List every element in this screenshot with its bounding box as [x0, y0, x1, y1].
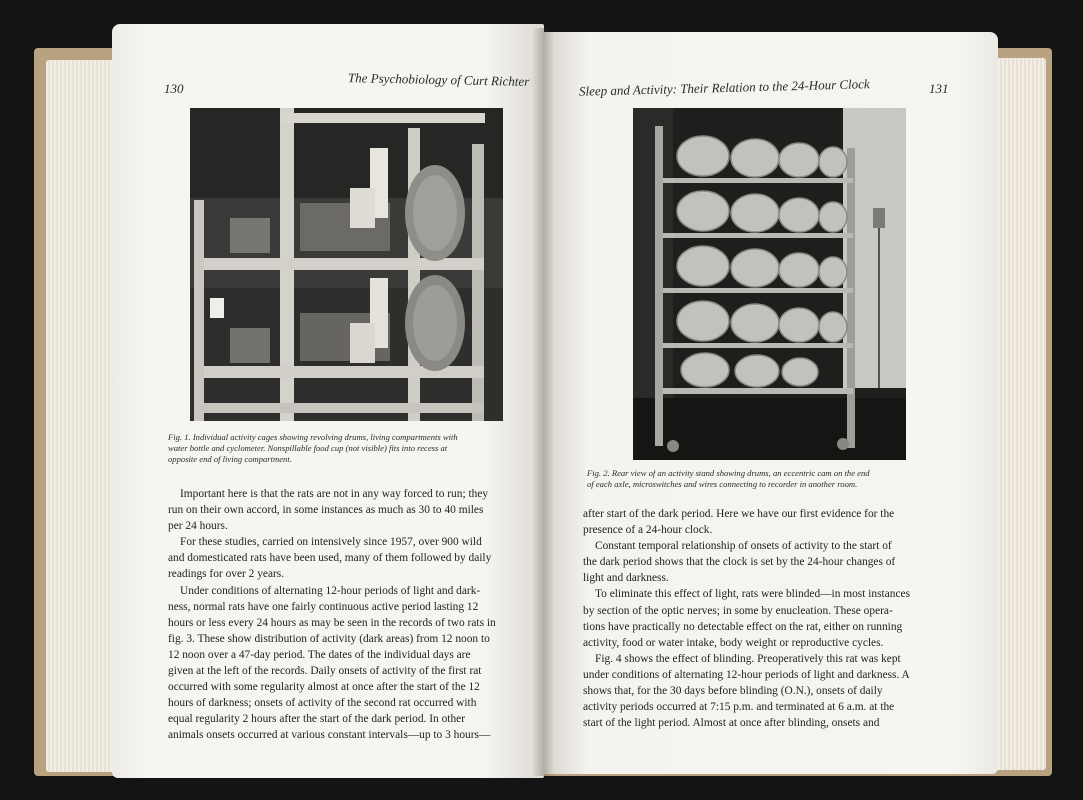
right-running-head: Sleep and Activity: Their Relation to the 24-Hour Clock: [578, 76, 870, 99]
text-line: readings for over 2 years.: [168, 568, 285, 581]
figure-2-photo: [633, 108, 906, 460]
right-page: [543, 32, 998, 774]
figure-1-photo: [190, 108, 503, 421]
text-line: fig. 3. These show distribution of activity (dark areas) from 12 noon to: [168, 632, 490, 645]
text-line: shows that, for the 30 days before blinding (O.N.), onsets of daily: [583, 685, 883, 698]
text-line: hours of darkness; onsets of activity of the second rat occurred with: [168, 697, 477, 710]
text-line: and domesticated rats have been used, many of them followed by daily: [168, 552, 492, 565]
activity-stand-illustration: [633, 108, 906, 460]
left-body-text: [168, 486, 534, 744]
text-line: under conditions of alternating 12-hour periods of light and darkness. A: [583, 668, 910, 681]
caption-line: water bottle and cyclometer. Nonspillable food cup (not visible) fits into recess at: [168, 443, 448, 454]
right-body-text: [583, 506, 955, 731]
text-line: tions have practically no detectable effect on the rat, either on running: [583, 620, 903, 633]
text-line: Constant temporal relationship of onsets of activity to the start of: [595, 540, 892, 553]
text-line: 12 noon over a 47-day period. The dates of the individual days are: [168, 648, 471, 661]
text-line: activity, food or water intake, body weight or reproductive cycles.: [583, 636, 884, 649]
text-line: Important here is that the rats are not in any way forced to run; they: [180, 488, 489, 500]
right-page-edges: [990, 58, 1046, 770]
text-line: presence of a 24-hour clock.: [583, 524, 713, 537]
text-line: run on their own accord, in some instances as much as 30 to 40 miles: [168, 504, 484, 517]
text-line: animals onsets occurred at various constant intervals—up to 3 hours—: [168, 729, 491, 742]
text-line: Under conditions of alternating 12-hour periods of light and dark-: [180, 584, 481, 597]
book-gutter-shadow: [532, 28, 554, 776]
text-line: the dark period shows that the clock is set by the 24-hour changes of: [583, 556, 896, 569]
figure-1-caption: [168, 432, 530, 466]
text-line: Fig. 4 shows the effect of blinding. Preoperatively this rat was kept: [595, 652, 901, 665]
text-line: equal regularity 2 hours after the start of the dark period. In other: [168, 713, 465, 726]
text-line: activity periods occurred at 7:15 p.m. and terminated at 6 a.m. at the: [583, 701, 895, 714]
text-line: by section of the optic nerves; in some by enucleation. These opera-: [583, 604, 893, 617]
right-page-number: 131: [929, 81, 949, 96]
text-line: hours or less every 24 hours as may be seen in the records of two rats in: [168, 616, 496, 629]
left-page-edges: [46, 60, 118, 772]
left-page-number: 130: [164, 81, 184, 96]
activity-cages-illustration: [190, 108, 503, 421]
left-page: [112, 24, 544, 778]
figure-2-caption: [587, 468, 967, 490]
text-line: after start of the dark period. Here we have our first evidence for the: [583, 508, 895, 520]
caption-line: Fig. 1. Individual activity cages showing revolving drums, living compartments with: [168, 432, 458, 442]
caption-line: opposite end of living compartment.: [168, 454, 292, 465]
text-line: To eliminate this effect of light, rats were blinded—in most instances: [595, 588, 911, 601]
caption-line: Fig. 2. Rear view of an activity stand showing drums, an eccentric cam on the end: [587, 468, 870, 478]
text-line: For these studies, carried on intensively since 1957, over 900 wild: [180, 536, 482, 549]
text-line: ness, normal rats have one fairly continuous active period lasting 12: [168, 600, 479, 613]
text-line: start of the light period. Almost at once after blinding, onsets and: [583, 717, 880, 730]
text-line: light and darkness.: [583, 572, 669, 585]
caption-line: of each axle, microswitches and wires connecting to recorder in another room.: [587, 479, 858, 490]
text-line: given at the left of the records. Daily onsets of activity of the first rat: [168, 665, 482, 678]
left-running-head: The Psychobiology of Curt Richter: [347, 70, 530, 89]
text-line: per 24 hours.: [168, 520, 228, 533]
text-line: occurred with some regularity almost at once after the start of the 12: [168, 681, 480, 694]
